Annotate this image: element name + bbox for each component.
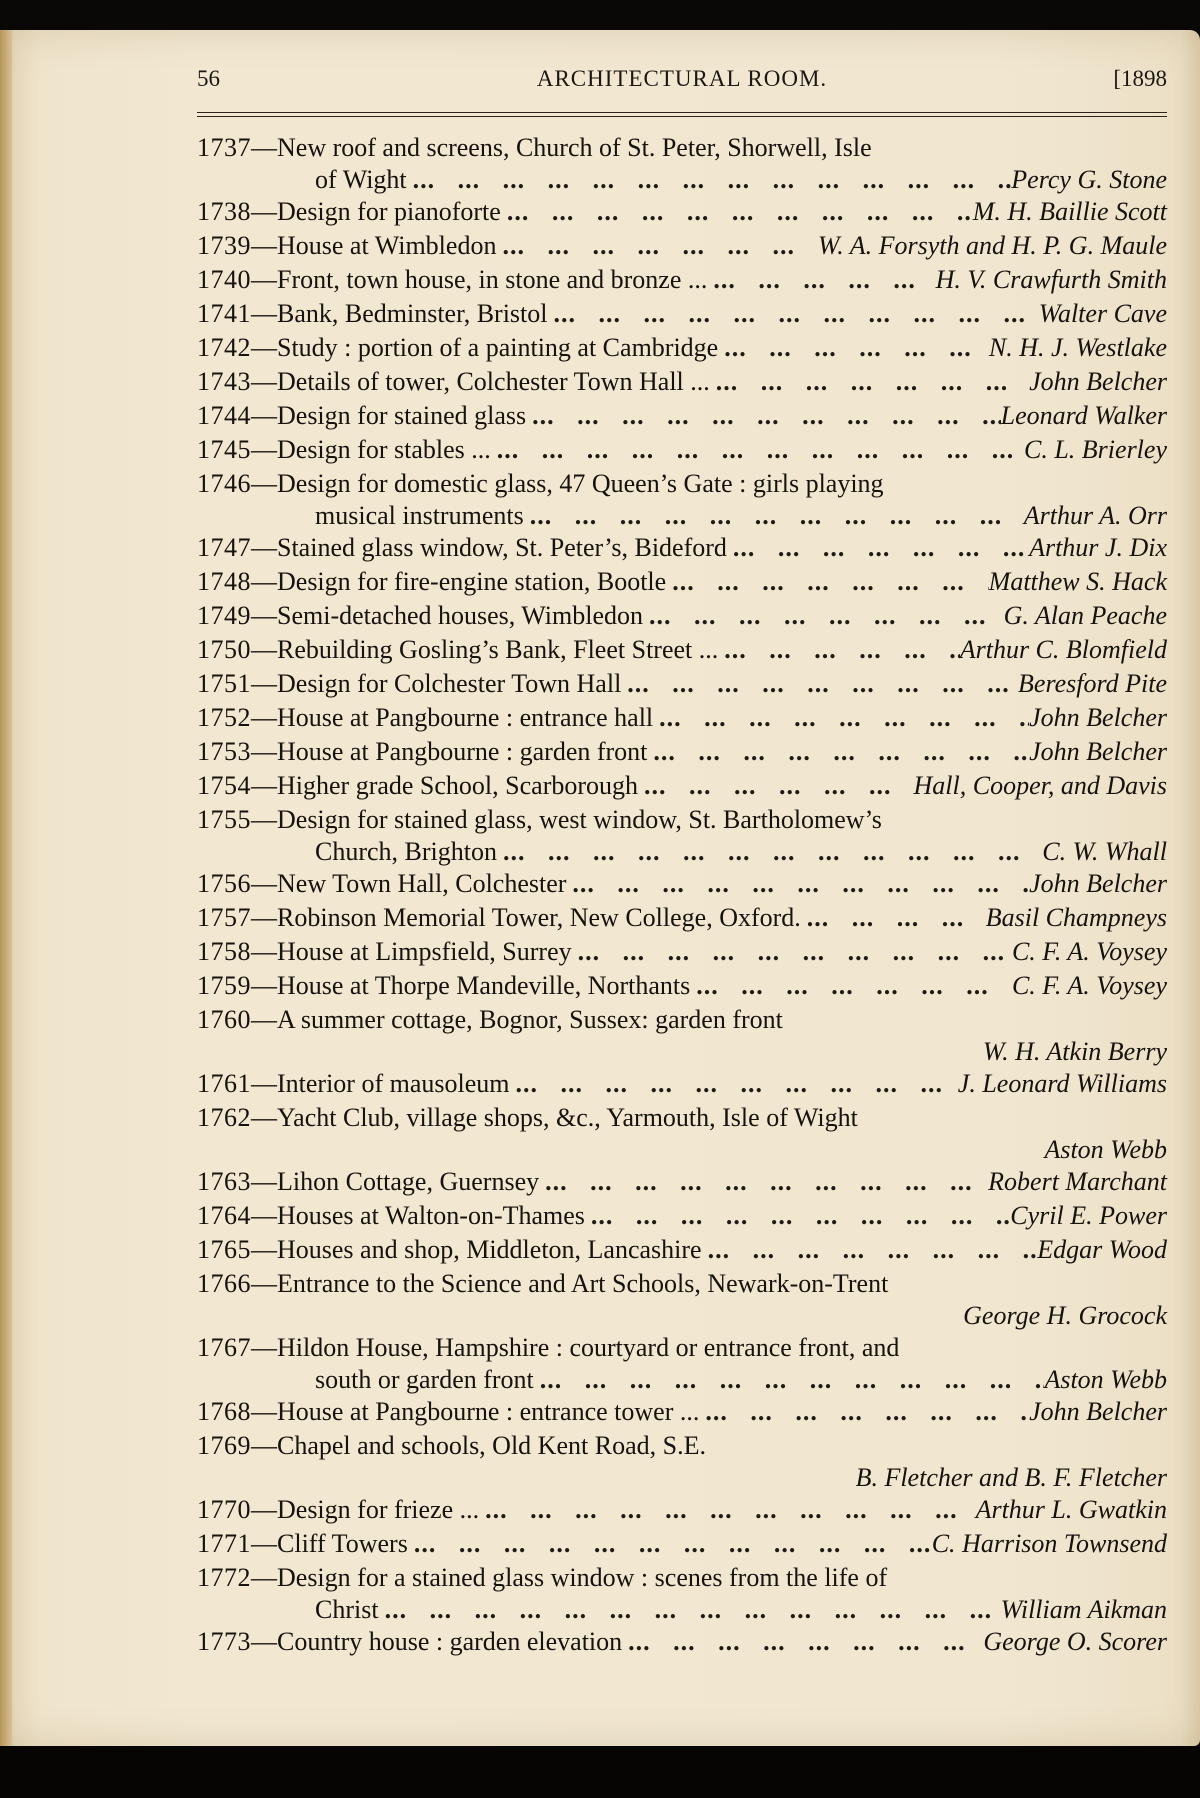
entry-dash: — xyxy=(251,601,277,630)
entry-line xyxy=(197,1067,1167,1101)
entry-number: 1762 xyxy=(197,1103,251,1132)
entry-title: House at Wimbledon xyxy=(277,231,497,260)
entry-title: Hildon House, Hampshire : courtyard or entrance front, and xyxy=(277,1333,900,1362)
catalogue-entry xyxy=(197,1429,1167,1493)
entry-line xyxy=(197,1625,1167,1659)
entry-line xyxy=(197,1527,1167,1561)
entry-title: Details of tower, Colchester Town Hall ... xyxy=(277,367,710,396)
entry-number: 1766 xyxy=(197,1269,251,1298)
catalogue-entry xyxy=(197,331,1167,365)
entry-dash: — xyxy=(251,533,277,562)
entry-title-continuation: Church, Brighton xyxy=(315,837,497,866)
entry-artist-line xyxy=(197,1463,1167,1493)
leader-dots xyxy=(718,331,989,365)
entry-number: 1746 xyxy=(197,469,251,498)
leader-dots xyxy=(727,531,1029,565)
entry-artist: W. A. Forsyth and H. P. G. Maule xyxy=(817,231,1167,260)
catalogue-entry xyxy=(197,565,1167,599)
entry-number: 1740 xyxy=(197,265,251,294)
leader-dots xyxy=(479,1493,975,1527)
entry-dash: — xyxy=(251,1431,277,1460)
page-header xyxy=(197,30,1167,90)
entry-number: 1770 xyxy=(197,1495,251,1524)
entry-number: 1743 xyxy=(197,367,251,396)
entry-title: Design for fire-engine station, Bootle xyxy=(277,567,667,596)
header-rule-top xyxy=(197,112,1167,113)
catalogue-entry xyxy=(197,969,1167,1003)
entry-line xyxy=(197,633,1167,667)
entry-artist: John Belcher xyxy=(1029,1397,1167,1426)
entry-title: Entrance to the Science and Art Schools, Newark-on-Trent xyxy=(277,1269,889,1298)
entry-dash: — xyxy=(251,1167,277,1196)
entry-title: House at Limpsfield, Surrey xyxy=(277,937,572,966)
entry-dash: — xyxy=(251,1235,277,1264)
page-title: ARCHITECTURAL ROOM. xyxy=(536,66,828,91)
catalogue-entry xyxy=(197,1067,1167,1101)
leader-dots xyxy=(702,1233,1038,1267)
entry-number: 1753 xyxy=(197,737,251,766)
entry-artist: John Belcher xyxy=(1029,869,1167,898)
entry-dash: — xyxy=(251,333,277,362)
catalogue-entry xyxy=(197,467,1167,531)
entry-artist: Robert Marchant xyxy=(988,1167,1167,1196)
entry-number: 1754 xyxy=(197,771,251,800)
entry-line xyxy=(197,229,1167,263)
entry-line xyxy=(197,263,1167,297)
entry-title: Front, town house, in stone and bronze ... xyxy=(277,265,708,294)
entry-title: Cliff Towers xyxy=(277,1529,408,1558)
entry-line xyxy=(197,769,1167,803)
catalogue-entry xyxy=(197,433,1167,467)
leader-dots xyxy=(524,501,1024,531)
entry-number: 1758 xyxy=(197,937,251,966)
entry-continuation-line xyxy=(197,165,1167,195)
entry-artist: B. Fletcher and B. F. Fletcher xyxy=(855,1463,1167,1492)
entry-artist: C. W. Whall xyxy=(1042,837,1167,866)
entry-dash: — xyxy=(251,1201,277,1230)
leader-dots xyxy=(699,1395,1029,1429)
leader-dots xyxy=(622,1625,983,1659)
entry-number: 1765 xyxy=(197,1235,251,1264)
entry-line xyxy=(197,131,1167,165)
catalogue-entry xyxy=(197,399,1167,433)
entry-line xyxy=(197,735,1167,769)
entry-title: Design for stained glass, west window, St. Bartholomew’s xyxy=(277,805,882,834)
leader-dots xyxy=(510,1067,958,1101)
entry-dash: — xyxy=(251,937,277,966)
entry-dash: — xyxy=(251,703,277,732)
entry-continuation-line xyxy=(197,501,1167,531)
entry-dash: — xyxy=(251,737,277,766)
catalogue-entry xyxy=(197,1561,1167,1625)
entry-title: Stained glass window, St. Peter’s, Bideford xyxy=(277,533,727,562)
entry-dash: — xyxy=(251,635,277,664)
entry-title: Higher grade School, Scarborough xyxy=(277,771,639,800)
leader-dots xyxy=(379,1595,1001,1625)
header-rule-bottom xyxy=(197,116,1167,117)
entry-number: 1761 xyxy=(197,1069,251,1098)
entry-number: 1764 xyxy=(197,1201,251,1230)
entry-line xyxy=(197,399,1167,433)
entry-title: Country house : garden elevation xyxy=(277,1627,623,1656)
entry-dash: — xyxy=(251,771,277,800)
entry-artist-line xyxy=(197,1135,1167,1165)
entry-title: Design for stables ... xyxy=(277,435,491,464)
entry-title-continuation: Christ xyxy=(315,1595,379,1624)
entry-line xyxy=(197,331,1167,365)
entry-title: New roof and screens, Church of St. Peter, Shorwell, Isle xyxy=(277,133,872,162)
entry-artist: Basil Champneys xyxy=(985,903,1167,932)
leader-dots xyxy=(638,769,913,803)
entry-title: Study : portion of a painting at Cambridge xyxy=(277,333,719,362)
entry-artist: Arthur C. Blomfield xyxy=(959,635,1167,664)
entry-artist: Aston Webb xyxy=(1044,1135,1167,1164)
entry-line xyxy=(197,1493,1167,1527)
entry-artist: George H. Grocock xyxy=(963,1301,1167,1330)
entry-number: 1747 xyxy=(197,533,251,562)
catalogue-entry xyxy=(197,935,1167,969)
entry-dash: — xyxy=(251,469,277,498)
entry-number: 1773 xyxy=(197,1627,251,1656)
entry-dash: — xyxy=(251,1069,277,1098)
entry-number: 1760 xyxy=(197,1005,251,1034)
entry-dash: — xyxy=(251,1397,277,1426)
entry-line xyxy=(197,1429,1167,1463)
entry-line xyxy=(197,1199,1167,1233)
entry-dash: — xyxy=(251,567,277,596)
entry-artist: C. F. A. Voysey xyxy=(1011,937,1167,966)
entry-number: 1751 xyxy=(197,669,251,698)
entry-number: 1742 xyxy=(197,333,251,362)
entry-title: A summer cottage, Bognor, Sussex: garden front xyxy=(277,1005,783,1034)
entry-line xyxy=(197,531,1167,565)
leader-dots xyxy=(621,667,1018,701)
entry-title: Rebuilding Gosling’s Bank, Fleet Street ... xyxy=(277,635,719,664)
entry-line xyxy=(197,1331,1167,1365)
leader-dots xyxy=(491,433,1024,467)
entry-artist: Walter Cave xyxy=(1038,299,1167,328)
entry-artist: John Belcher xyxy=(1029,737,1167,766)
entry-dash: — xyxy=(251,299,277,328)
entry-number: 1763 xyxy=(197,1167,251,1196)
entry-dash: — xyxy=(251,903,277,932)
entry-artist: H. V. Crawfurth Smith xyxy=(935,265,1167,294)
entry-line xyxy=(197,803,1167,837)
entry-dash: — xyxy=(251,1563,277,1592)
leader-dots xyxy=(497,837,1042,867)
entry-dash: — xyxy=(251,869,277,898)
entry-number: 1771 xyxy=(197,1529,251,1558)
entry-line xyxy=(197,667,1167,701)
leader-dots xyxy=(408,1527,932,1561)
entry-artist: C. Harrison Townsend xyxy=(931,1529,1167,1558)
entry-number: 1748 xyxy=(197,567,251,596)
entry-title: Lihon Cottage, Guernsey xyxy=(277,1167,540,1196)
entry-artist: Arthur J. Dix xyxy=(1029,533,1167,562)
entry-dash: — xyxy=(251,1529,277,1558)
leader-dots xyxy=(718,633,959,667)
page-spine-edge xyxy=(0,30,12,1746)
entry-line xyxy=(197,565,1167,599)
entry-line xyxy=(197,867,1167,901)
entry-dash: — xyxy=(251,197,277,226)
catalogue-entry xyxy=(197,667,1167,701)
entry-number: 1737 xyxy=(197,133,251,162)
entry-line xyxy=(197,467,1167,501)
entry-artist: Arthur A. Orr xyxy=(1023,501,1167,530)
entry-title: Design for pianoforte xyxy=(277,197,501,226)
entry-artist: C. L. Brierley xyxy=(1024,435,1167,464)
leader-dots xyxy=(710,365,1029,399)
entry-number: 1759 xyxy=(197,971,251,1000)
entry-number: 1769 xyxy=(197,1431,251,1460)
catalogue-entry xyxy=(197,735,1167,769)
entry-line xyxy=(197,1395,1167,1429)
entry-line xyxy=(197,701,1167,735)
leader-dots xyxy=(647,735,1029,769)
catalogue-entry xyxy=(197,769,1167,803)
entry-title: Houses at Walton-on-Thames xyxy=(277,1201,585,1230)
leader-dots xyxy=(801,901,986,935)
catalogue-entry xyxy=(197,1101,1167,1165)
catalogue-entry xyxy=(197,633,1167,667)
catalogue-entry xyxy=(197,803,1167,867)
catalogue-entry xyxy=(197,195,1167,229)
leader-dots xyxy=(690,969,1012,1003)
entry-number: 1741 xyxy=(197,299,251,328)
entry-title: Yacht Club, village shops, &c., Yarmouth, Isle of Wight xyxy=(277,1103,858,1132)
entry-artist: Matthew S. Hack xyxy=(988,567,1167,596)
entry-title: Bank, Bedminster, Bristol xyxy=(277,299,548,328)
entry-title-continuation: of Wight xyxy=(315,165,407,194)
entry-dash: — xyxy=(251,133,277,162)
catalogue-entry xyxy=(197,1331,1167,1395)
catalogue-entry xyxy=(197,1267,1167,1331)
entry-artist: William Aikman xyxy=(1000,1595,1167,1624)
catalogue-entry xyxy=(197,599,1167,633)
entry-number: 1739 xyxy=(197,231,251,260)
catalogue-entry xyxy=(197,1625,1167,1659)
entry-title: Robinson Memorial Tower, New College, Oxford. xyxy=(277,903,801,932)
leader-dots xyxy=(548,297,1039,331)
entry-title: Interior of mausoleum xyxy=(277,1069,510,1098)
entry-dash: — xyxy=(251,1333,277,1362)
entry-dash: — xyxy=(251,231,277,260)
catalogue-entry xyxy=(197,901,1167,935)
leader-dots xyxy=(539,1165,988,1199)
entry-continuation-line xyxy=(197,837,1167,867)
entry-dash: — xyxy=(251,435,277,464)
leader-dots xyxy=(653,701,1029,735)
catalogue-entry xyxy=(197,131,1167,195)
entries-list xyxy=(197,131,1167,1659)
catalogue-entry xyxy=(197,701,1167,735)
entry-title-continuation: musical instruments xyxy=(315,501,524,530)
entry-line xyxy=(197,365,1167,399)
entry-number: 1745 xyxy=(197,435,251,464)
leader-dots xyxy=(585,1199,1010,1233)
entry-dash: — xyxy=(251,1627,277,1656)
entry-continuation-line xyxy=(197,1595,1167,1625)
entry-artist: Cyril E. Power xyxy=(1010,1201,1167,1230)
entry-title: Semi-detached houses, Wimbledon xyxy=(277,601,644,630)
bottom-background xyxy=(0,1746,1200,1798)
leader-dots xyxy=(496,229,817,263)
catalogue-entry xyxy=(197,1527,1167,1561)
catalogue-entry xyxy=(197,297,1167,331)
leader-dots xyxy=(572,935,1012,969)
entry-number: 1768 xyxy=(197,1397,251,1426)
entry-artist: Leonard Walker xyxy=(1000,401,1167,430)
entry-title: Design for Colchester Town Hall xyxy=(277,669,622,698)
entry-artist: John Belcher xyxy=(1029,367,1167,396)
entry-number: 1738 xyxy=(197,197,251,226)
entry-artist: Arthur L. Gwatkin xyxy=(975,1495,1167,1524)
entry-dash: — xyxy=(251,971,277,1000)
leader-dots xyxy=(707,263,935,297)
entry-artist: Aston Webb xyxy=(1044,1365,1167,1394)
catalogue-entry xyxy=(197,531,1167,565)
entry-title: New Town Hall, Colchester xyxy=(277,869,567,898)
entry-number: 1744 xyxy=(197,401,251,430)
entry-line xyxy=(197,935,1167,969)
entry-dash: — xyxy=(251,805,277,834)
entry-title: Chapel and schools, Old Kent Road, S.E. xyxy=(277,1431,706,1460)
entry-number: 1756 xyxy=(197,869,251,898)
entry-line xyxy=(197,1267,1167,1301)
entry-title: Design for frieze ... xyxy=(277,1495,480,1524)
catalogue-entry xyxy=(197,1493,1167,1527)
entry-dash: — xyxy=(251,1103,277,1132)
entry-artist-line xyxy=(197,1037,1167,1067)
leader-dots xyxy=(566,867,1029,901)
entry-artist: Percy G. Stone xyxy=(1011,165,1167,194)
entry-artist: J. Leonard Williams xyxy=(957,1069,1167,1098)
entry-title: House at Pangbourne : garden front xyxy=(277,737,648,766)
entry-artist: John Belcher xyxy=(1029,703,1167,732)
entry-number: 1755 xyxy=(197,805,251,834)
leader-dots xyxy=(643,599,1004,633)
entry-line xyxy=(197,1561,1167,1595)
entry-title: Houses and shop, Middleton, Lancashire xyxy=(277,1235,702,1264)
entry-artist: Hall, Cooper, and Davis xyxy=(913,771,1167,800)
entry-artist: C. F. A. Voysey xyxy=(1011,971,1167,1000)
entry-dash: — xyxy=(251,367,277,396)
catalogue-entry xyxy=(197,1233,1167,1267)
entry-line xyxy=(197,433,1167,467)
entry-artist: M. H. Baillie Scott xyxy=(972,197,1167,226)
catalogue-entry xyxy=(197,1395,1167,1429)
leader-dots xyxy=(407,165,1012,195)
entry-artist: Edgar Wood xyxy=(1037,1235,1167,1264)
entry-number: 1749 xyxy=(197,601,251,630)
leader-dots xyxy=(534,1365,1045,1395)
entry-number: 1757 xyxy=(197,903,251,932)
entry-number: 1750 xyxy=(197,635,251,664)
catalogue-entry xyxy=(197,263,1167,297)
catalogue-entry xyxy=(197,1199,1167,1233)
leader-dots xyxy=(526,399,1001,433)
entry-line xyxy=(197,969,1167,1003)
entry-line xyxy=(197,297,1167,331)
entry-continuation-line xyxy=(197,1365,1167,1395)
entry-title: House at Pangbourne : entrance tower ... xyxy=(277,1397,700,1426)
entry-artist: N. H. J. Westlake xyxy=(988,333,1167,362)
leader-dots xyxy=(501,195,973,229)
entry-line xyxy=(197,1165,1167,1199)
entry-title: House at Pangbourne : entrance hall xyxy=(277,703,654,732)
entry-line xyxy=(197,599,1167,633)
entry-line xyxy=(197,1101,1167,1135)
entry-dash: — xyxy=(251,1005,277,1034)
entry-artist: W. H. Atkin Berry xyxy=(982,1037,1167,1066)
entry-dash: — xyxy=(251,669,277,698)
catalogue-entry xyxy=(197,1003,1167,1067)
entry-line xyxy=(197,901,1167,935)
entry-title: Design for domestic glass, 47 Queen’s Gate : girls playing xyxy=(277,469,884,498)
entry-dash: — xyxy=(251,265,277,294)
entry-artist: G. Alan Peache xyxy=(1003,601,1167,630)
entry-dash: — xyxy=(251,1495,277,1524)
entry-artist: George O. Scorer xyxy=(983,1627,1167,1656)
page-year: [1898 xyxy=(1113,66,1167,91)
entry-dash: — xyxy=(251,401,277,430)
entry-number: 1772 xyxy=(197,1563,251,1592)
entry-title-continuation: south or garden front xyxy=(315,1365,534,1394)
entry-title: House at Thorpe Mandeville, Northants xyxy=(277,971,691,1000)
entry-line xyxy=(197,1003,1167,1037)
entry-title: Design for stained glass xyxy=(277,401,527,430)
catalogue-entry xyxy=(197,365,1167,399)
entry-dash: — xyxy=(251,1269,277,1298)
catalogue-entry xyxy=(197,229,1167,263)
catalogue-entry xyxy=(197,1165,1167,1199)
catalogue-entry xyxy=(197,867,1167,901)
entry-number: 1767 xyxy=(197,1333,251,1362)
entry-line xyxy=(197,195,1167,229)
entry-title: Design for a stained glass window : scenes from the life of xyxy=(277,1563,888,1592)
entry-artist: Beresford Pite xyxy=(1018,669,1167,698)
entry-artist-line xyxy=(197,1301,1167,1331)
page-number: 56 xyxy=(197,66,220,91)
entry-number: 1752 xyxy=(197,703,251,732)
leader-dots xyxy=(666,565,988,599)
entry-line xyxy=(197,1233,1167,1267)
